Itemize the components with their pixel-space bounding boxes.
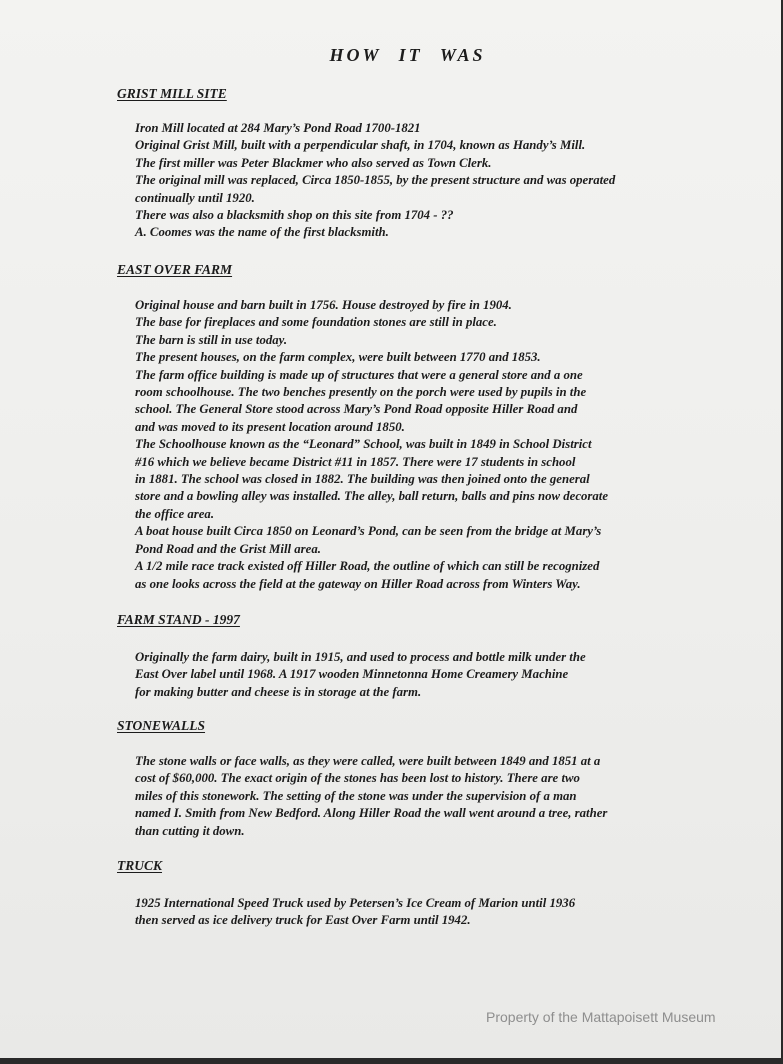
text-line: The barn is still in use today.: [135, 332, 288, 347]
section-body-truck: [135, 895, 705, 930]
text-line: the office area.: [135, 506, 215, 521]
text-line: A 1/2 mile race track existed off Hiller Road, the outline of which can still be recognized: [135, 559, 600, 574]
section-heading-stonewalls: STONEWALLS: [117, 718, 206, 733]
text-line: The first miller was Peter Blackmer who also served as Town Clerk.: [135, 155, 492, 170]
text-line: room schoolhouse. The two benches presently on the porch were used by pupils in the: [135, 385, 587, 400]
page-title: HOW IT WAS: [329, 45, 486, 65]
text-line: 1925 International Speed Truck used by Petersen’s Ice Cream of Marion until 1936: [135, 896, 576, 910]
text-line: continually until 1920.: [135, 190, 255, 205]
text-line: store and a bowling alley was installed. The alley, ball return, balls and pins now decorate: [135, 489, 609, 504]
section-body-stonewalls: [135, 753, 705, 840]
museum-watermark: Property of the Mattapoisett Museum: [486, 1009, 716, 1025]
section-heading-truck: TRUCK: [117, 858, 163, 873]
text-line: than cutting it down.: [135, 823, 245, 838]
text-line: Iron Mill located at 284 Mary’s Pond Road 1700-1821: [135, 121, 421, 135]
text-line: A. Coomes was the name of the first blacksmith.: [135, 225, 389, 240]
text-line: The original mill was replaced, Circa 1850-1855, by the present structure and was operated: [135, 173, 616, 188]
text-line: East Over label until 1968. A 1917 wooden Minnetonna Home Creamery Machine: [135, 667, 569, 682]
text-line: school. The General Store stood across Mary’s Pond Road opposite Hiller Road and: [135, 402, 578, 417]
text-line: Originally the farm dairy, built in 1915, and used to process and bottle milk under the: [135, 650, 586, 664]
text-line: The farm office building is made up of structures that were a general store and a one: [135, 367, 583, 382]
text-line: in 1881. The school was closed in 1882. The building was then joined onto the general: [135, 472, 590, 487]
text-line: The present houses, on the farm complex, were built between 1770 and 1853.: [135, 350, 541, 365]
section-heading-farm-stand: FARM STAND - 1997: [117, 612, 240, 627]
text-line: Pond Road and the Grist Mill area.: [135, 541, 321, 556]
text-line: miles of this stonework. The setting of the stone was under the supervision of a man: [135, 788, 577, 803]
section-body-farm-stand: [135, 649, 705, 701]
text-line: The stone walls or face walls, as they were called, were built between 1849 and 1851 at a: [135, 754, 601, 768]
text-line: The base for fireplaces and some foundation stones are still in place.: [135, 315, 497, 330]
text-line: A boat house built Circa 1850 on Leonard’s Pond, can be seen from the bridge at Mary’s: [135, 524, 602, 539]
text-line: then served as ice delivery truck for East Over Farm until 1942.: [135, 913, 471, 928]
text-line: The Schoolhouse known as the “Leonard” School, was built in 1849 in School District: [135, 437, 592, 452]
text-line: as one looks across the field at the gateway on Hiller Road across from Winters Way.: [135, 576, 581, 591]
text-line: There was also a blacksmith shop on this site from 1704 - ??: [135, 208, 454, 223]
text-line: #16 which we believe became District #11 in 1857. There were 17 students in school: [135, 454, 576, 469]
text-line: cost of $60,000. The exact origin of the stones has been lost to history. There are two: [135, 771, 580, 786]
text-line: named I. Smith from New Bedford. Along Hiller Road the wall went around a tree, rather: [135, 806, 608, 821]
section-body-east-over-farm: [135, 297, 705, 593]
section-body-grist-mill-site: [135, 120, 705, 242]
text-line: Original Grist Mill, built with a perpendicular shaft, in 1704, known as Handy’s Mill.: [135, 138, 586, 153]
text-line: Original house and barn built in 1756. House destroyed by fire in 1904.: [135, 298, 512, 312]
text-line: for making butter and cheese is in storage at the farm.: [135, 684, 422, 699]
section-heading-grist-mill-site: GRIST MILL SITE: [117, 86, 227, 101]
section-heading-east-over-farm: EAST OVER FARM: [117, 262, 233, 277]
text-line: and was moved to its present location around 1850.: [135, 419, 405, 434]
